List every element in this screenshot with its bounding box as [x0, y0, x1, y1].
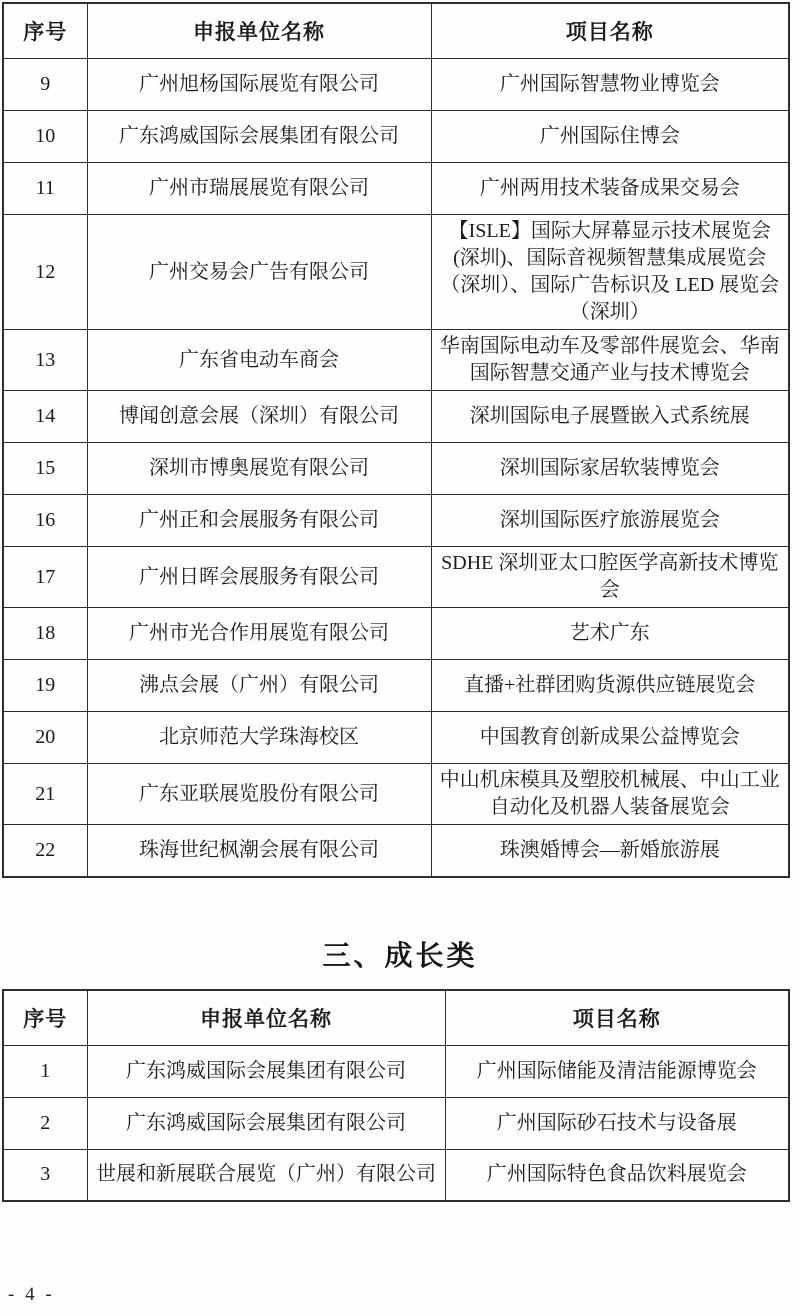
table-row — [3, 59, 789, 111]
category2-table-body — [3, 59, 789, 877]
applicant-unit-name: 广东鸿威国际会展集团有限公司 — [87, 1045, 445, 1097]
applicant-unit-name: 广州交易会广告有限公司 — [87, 215, 431, 330]
project-name: 珠澳婚博会—新婚旅游展 — [431, 825, 789, 877]
col-header-index: 序号 — [3, 990, 87, 1046]
row-index: 3 — [3, 1149, 87, 1201]
project-name: 直播+社群团购货源供应链展览会 — [431, 660, 789, 712]
applicant-unit-name: 沸点会展（广州）有限公司 — [87, 660, 431, 712]
applicant-unit-name: 广州旭杨国际展览有限公司 — [87, 59, 431, 111]
page-container — [0, 2, 800, 1316]
applicant-unit-name: 世展和新展联合展览（广州）有限公司 — [87, 1149, 445, 1201]
header-row — [3, 990, 789, 1046]
row-index: 16 — [3, 495, 87, 547]
project-name: 广州国际特色食品饮料展览会 — [445, 1149, 789, 1201]
table-row — [3, 764, 789, 825]
table-row — [3, 1097, 789, 1149]
row-index: 21 — [3, 764, 87, 825]
header-row — [3, 3, 789, 59]
col-header-index: 序号 — [3, 3, 87, 59]
row-index: 1 — [3, 1045, 87, 1097]
row-index: 20 — [3, 712, 87, 764]
applicant-unit-name: 北京师范大学珠海校区 — [87, 712, 431, 764]
category3-table — [2, 989, 790, 1203]
project-name: 广州国际住博会 — [431, 111, 789, 163]
project-name: 广州国际储能及清洁能源博览会 — [445, 1045, 789, 1097]
applicant-unit-name: 广东亚联展览股份有限公司 — [87, 764, 431, 825]
applicant-unit-name: 广州正和会展服务有限公司 — [87, 495, 431, 547]
table-row — [3, 660, 789, 712]
category3-table-header — [3, 990, 789, 1046]
project-name: 深圳国际电子展暨嵌入式系统展 — [431, 391, 789, 443]
applicant-unit-name: 广东鸿威国际会展集团有限公司 — [87, 111, 431, 163]
category2-table-header — [3, 3, 789, 59]
project-name: SDHE 深圳亚太口腔医学高新技术博览会 — [431, 547, 789, 608]
applicant-unit-name: 广州日晖会展服务有限公司 — [87, 547, 431, 608]
applicant-unit-name: 广州市光合作用展览有限公司 — [87, 608, 431, 660]
page-number: - 4 - — [8, 1284, 55, 1305]
project-name: 深圳国际家居软装博览会 — [431, 443, 789, 495]
project-name: 艺术广东 — [431, 608, 789, 660]
col-header-unit: 申报单位名称 — [87, 3, 431, 59]
project-name: 广州两用技术装备成果交易会 — [431, 163, 789, 215]
table-row — [3, 215, 789, 330]
project-name: 中国教育创新成果公益博览会 — [431, 712, 789, 764]
row-index: 17 — [3, 547, 87, 608]
document-page — [0, 2, 800, 1316]
table-row — [3, 1149, 789, 1201]
table-row — [3, 712, 789, 764]
row-index: 11 — [3, 163, 87, 215]
col-header-unit: 申报单位名称 — [87, 990, 445, 1046]
table-row — [3, 443, 789, 495]
applicant-unit-name: 广东省电动车商会 — [87, 330, 431, 391]
row-index: 9 — [3, 59, 87, 111]
project-name: 中山机床模具及塑胶机械展、中山工业自动化及机器人装备展览会 — [431, 764, 789, 825]
row-index: 2 — [3, 1097, 87, 1149]
table-row — [3, 495, 789, 547]
applicant-unit-name: 深圳市博奥展览有限公司 — [87, 443, 431, 495]
row-index: 13 — [3, 330, 87, 391]
project-name: 广州国际砂石技术与设备展 — [445, 1097, 789, 1149]
applicant-unit-name: 广州市瑞展展览有限公司 — [87, 163, 431, 215]
applicant-unit-name: 博闻创意会展（深圳）有限公司 — [87, 391, 431, 443]
row-index: 10 — [3, 111, 87, 163]
row-index: 14 — [3, 391, 87, 443]
project-name: 深圳国际医疗旅游展览会 — [431, 495, 789, 547]
table-row — [3, 608, 789, 660]
table-row — [3, 825, 789, 877]
row-index: 22 — [3, 825, 87, 877]
col-header-project: 项目名称 — [445, 990, 789, 1046]
table-row — [3, 111, 789, 163]
applicant-unit-name: 珠海世纪枫潮会展有限公司 — [87, 825, 431, 877]
table-row — [3, 1045, 789, 1097]
row-index: 19 — [3, 660, 87, 712]
project-name: 【ISLE】国际大屏幕显示技术展览会(深圳)、国际音视频智慧集成展览会（深圳）、国际广告标识及 LED 展览会（深圳） — [431, 215, 789, 330]
table-row — [3, 547, 789, 608]
section-title-growth-category: 三、成长类 — [322, 940, 478, 972]
row-index: 12 — [3, 215, 87, 330]
table-row — [3, 391, 789, 443]
category3-table-body — [3, 1045, 789, 1201]
row-index: 15 — [3, 443, 87, 495]
col-header-project: 项目名称 — [431, 3, 789, 59]
row-index: 18 — [3, 608, 87, 660]
category2-table — [2, 2, 790, 878]
table-row — [3, 330, 789, 391]
project-name: 华南国际电动车及零部件展览会、华南国际智慧交通产业与技术博览会 — [431, 330, 789, 391]
applicant-unit-name: 广东鸿威国际会展集团有限公司 — [87, 1097, 445, 1149]
project-name: 广州国际智慧物业博览会 — [431, 59, 789, 111]
table-row — [3, 163, 789, 215]
